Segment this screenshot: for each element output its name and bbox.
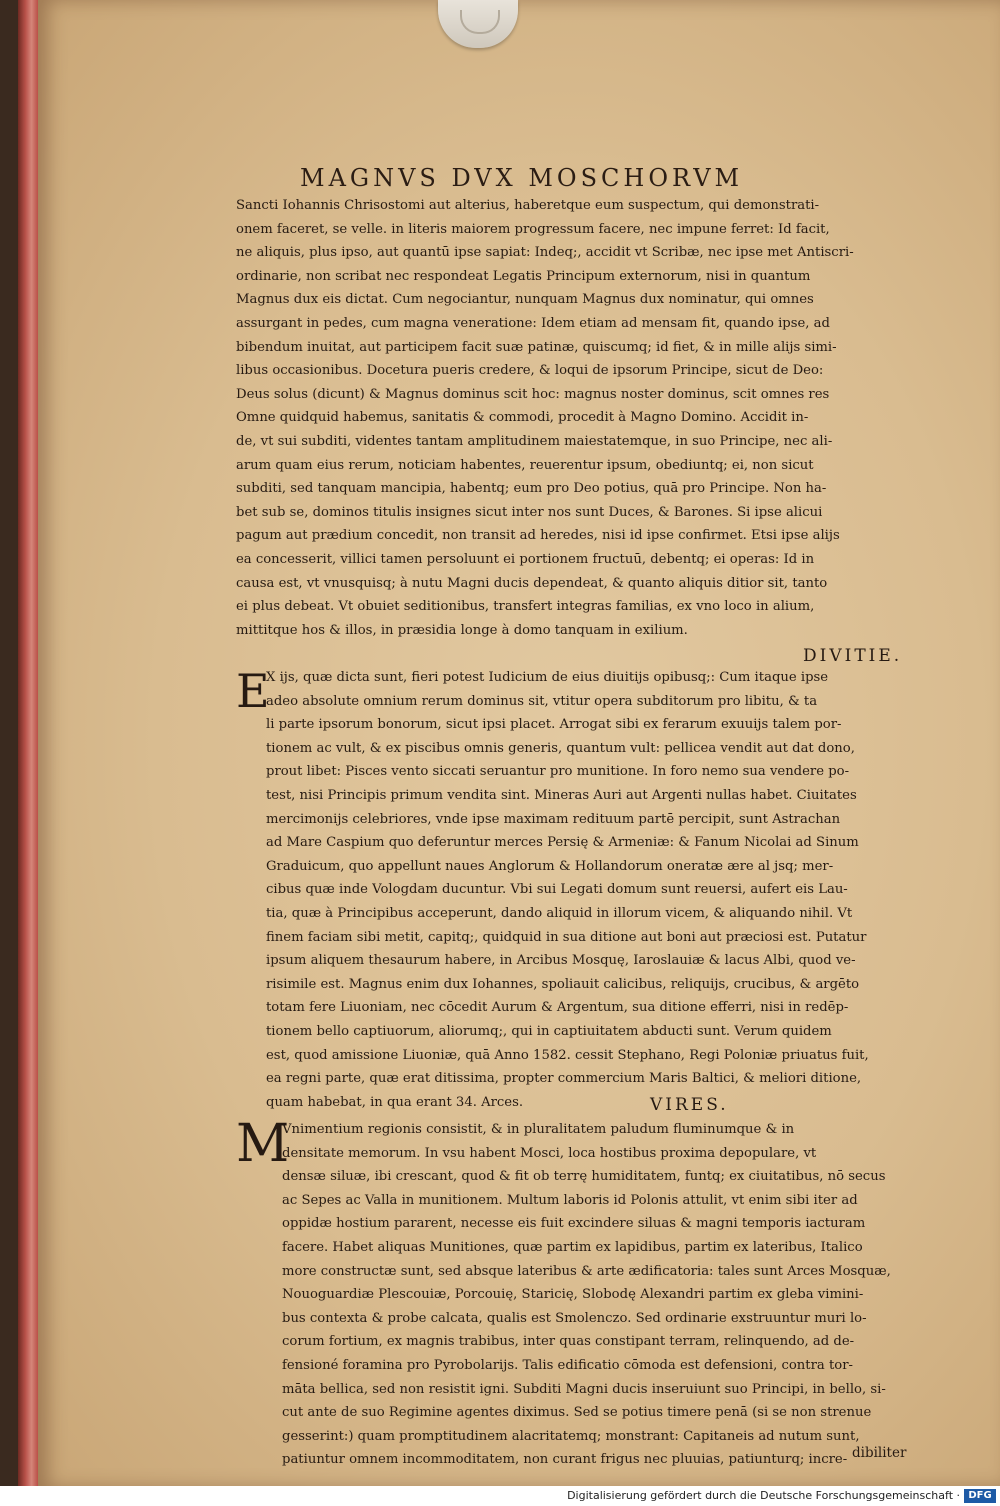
text-line: bibendum inuitat, aut participem facit suæ patinæ, quiscumq; id fiet, & in mille alijs simi- <box>236 339 837 355</box>
text-line: facere. Habet aliquas Munitiones, quæ partim ex lapidibus, partim ex lateribus, Italico <box>282 1239 863 1255</box>
text-line: prout libet: Pisces vento siccati seruantur pro munitione. In foro nemo sua vendere po- <box>266 764 850 780</box>
text-line: cut ante de suo Regimine agentes diximus. Sed se potius timere penā (si se non strenue <box>282 1405 872 1421</box>
text-block-1 <box>236 194 916 642</box>
text-line: ea concesserit, villici tamen persoluunt ei portionem fructuū, debentq; ei operas: Id in <box>236 551 815 567</box>
footer-bar <box>0 1486 1000 1506</box>
dfg-logo[interactable]: DFG <box>964 1489 996 1503</box>
catchword: dibiliter <box>852 1445 907 1461</box>
text-line: Magnus dux eis dictat. Cum negociantur, nunquam Magnus dux nominatur, qui omnes <box>236 292 814 308</box>
text-line: cibus quæ inde Vologdam ducuntur. Vbi sui Legati domum sunt reuersi, aufert eis Lau- <box>266 882 848 898</box>
text-line: patiuntur omnem incommoditatem, non curant frigus nec pluuias, patiunturq; incre- <box>282 1452 848 1468</box>
text-line: ipsum aliquem thesaurum habere, in Arcibus Mosquę, Iaroslauiæ & lacus Albi, quod ve- <box>266 953 856 969</box>
text-line: fensioné foramina pro Pyrobolarijs. Talis edificatio cōmoda est defensioni, contra tor- <box>282 1357 853 1373</box>
text-line: oppidæ hostium pararent, necesse eis fuit excindere siluas & magni temporis iacturam <box>282 1216 866 1232</box>
text-line: tia, quæ à Principibus acceperunt, dando aliquid in illorum vicem, & aliquando nihil. Vt <box>266 905 853 921</box>
text-line: Sancti Iohannis Chrisostomi aut alterius, haberetque eum suspectum, qui demonstrati- <box>236 198 820 213</box>
text-line: Deus solus (dicunt) & Magnus dominus scit hoc: magnus noster dominus, scit omnes res <box>236 386 830 402</box>
text-line: li parte ipsorum bonorum, sicut ipsi placet. Arrogat sibi ex ferarum exuuijs talem por- <box>266 717 842 733</box>
drop-initial-m: M <box>236 1114 290 1174</box>
text-line: totam fere Liuoniam, nec cōcedit Aurum & Argentum, sua ditione efferri, nisi in redēp- <box>266 1000 849 1016</box>
text-line: gesserint:) quam promptitudinem alacritatemq; monstrant: Capitaneis ad nutum sunt, <box>282 1428 860 1444</box>
text-block-3 <box>282 1118 916 1472</box>
text-line: est, quod amissione Liuoniæ, quā Anno 1582. cessit Stephano, Regi Poloniæ priuatus fuit, <box>266 1047 869 1063</box>
running-head: MAGNVS DVX MOSCHORVM <box>300 164 744 192</box>
text-line: de, vt sui subditi, videntes tantam amplitudinem maiestatemque, in suo Principe, nec ali- <box>236 433 833 449</box>
heading-divitiae: DIVITIE. <box>803 646 903 666</box>
text-line: ne aliquis, plus ipso, aut quantū ipse sapiat: Indeq;, accidit vt Scribæ, nec ipse met Antiscri- <box>236 245 854 261</box>
text-line: mittitque hos & illos, in præsidia longe à domo tanquam in exilium. <box>236 622 688 638</box>
text-line: subditi, sed tanquam mancipia, habentq; eum pro Deo potius, quā pro Principe. Non ha- <box>236 481 827 497</box>
text-line: māta bellica, sed non resistit igni. Subditi Magni ducis inseruiunt suo Principi, in bello, si- <box>282 1381 886 1397</box>
text-line: finem faciam sibi metit, capitq;, quidquid in sua ditione aut boni aut præciosi est. Putatur <box>266 929 867 945</box>
text-line: bet sub se, dominos titulis insignes sicut inter nos sunt Duces, & Barones. Si ipse alicui <box>236 504 823 520</box>
text-line: Omne quidquid habemus, sanitatis & commodi, procedit à Magno Domino. Accidit in- <box>236 410 809 426</box>
text-line: test, nisi Principis primum vendita sint. Mineras Auri aut Argenti nullas habet. Ciuitates <box>266 787 857 803</box>
text-line: risimile est. Magnus enim dux Iohannes, spoliauit calicibus, reliquijs, crucibus, & argēto <box>266 976 860 992</box>
footer-funding-text: Digitalisierung gefördert durch die Deutsche Forschungsgemeinschaft · <box>567 1489 960 1502</box>
text-line: corum fortium, ex magnis trabibus, inter quas constipant terram, relinquendo, ad de- <box>282 1334 855 1350</box>
text-line: tionem bello captiuorum, aliorumq;, qui in captiuitatem abducti sunt. Verum quidem <box>266 1023 832 1039</box>
text-line: more constructæ sunt, sed absque lateribus & arte ædificatoria: tales sunt Arces Mosquæ, <box>282 1263 891 1279</box>
text-line: quam habebat, in qua erant 34. Arces. <box>266 1094 524 1110</box>
text-line: densæ siluæ, ibi crescant, quod & fit ob terrę humiditatem, funtq; ex ciuitatibus, nō secus <box>282 1169 886 1185</box>
drop-initial-e: E <box>236 664 270 718</box>
text-line: arum quam eius rerum, noticiam habentes, reuerentur ipsum, obediuntq; ei, non sicut <box>236 457 814 473</box>
text-line: bus contexta & probe calcata, qualis est Smolenczo. Sed ordinarie exstruuntur muri lo- <box>282 1310 867 1326</box>
text-line: densitate memorum. In vsu habent Mosci, loca hostibus proxima depopulare, vt <box>282 1145 817 1161</box>
text-line: libus occasionibus. Docetura pueris credere, & loqui de ipsorum Principe, sicut de Deo: <box>236 363 824 379</box>
text-line: causa est, vt vnusquisq; à nutu Magni ducis dependeat, & quanto aliquis ditior sit, tanto <box>236 575 828 591</box>
text-line: pagum aut prædium concedit, non transit ad heredes, nisi id ipse confirmet. Etsi ipse alijs <box>236 528 840 544</box>
text-line: ea regni parte, quæ erat ditissima, propter commercium Maris Baltici, & meliori ditione, <box>266 1071 862 1087</box>
text-line: Vnimentium regionis consistit, & in pluralitatem paludum fluminumque & in <box>282 1122 795 1137</box>
text-line: ad Mare Caspium quo deferuntur merces Persię & Armeniæ: & Fanum Nicolai ad Sinum <box>266 835 859 851</box>
text-line: mercimonijs celebriores, vnde ipse maximam redituum partē percipit, sunt Astrachan <box>266 811 841 827</box>
text-line: X ijs, quæ dicta sunt, fieri potest Iudicium de eius diuitijs opibusq;: Cum itaque ipse <box>266 670 829 685</box>
heading-vires: VIRES. <box>650 1095 729 1115</box>
text-block-2 <box>266 666 916 1114</box>
text-line: Nouoguardiæ Plescouiæ, Porcouię, Staricię, Slobodę Alexandri partim ex gleba vimini- <box>282 1287 864 1303</box>
text-line: ordinarie, non scribat nec respondeat Legatis Principum externorum, nisi in quantum <box>236 268 811 284</box>
text-line: ei plus debeat. Vt obuiet seditionibus, transfert integras familias, ex vno loco in alium, <box>236 599 815 615</box>
text-line: Graduicum, quo appellunt naues Anglorum & Hollandorum oneratæ ære al jsq; mer- <box>266 858 834 874</box>
text-line: tionem ac vult, & ex piscibus omnis generis, quantum vult: pellicea vendit aut dat dono, <box>266 740 855 756</box>
text-line: ac Sepes ac Valla in munitionem. Multum laboris id Polonis attulit, vt enim sibi iter ad <box>282 1192 858 1208</box>
text-line: assurgant in pedes, cum magna veneratione: Idem etiam ad mensam fit, quando ipse, ad <box>236 315 830 331</box>
text-line: onem faceret, se velle. in literis maiorem progressum facere, nec impune ferret: Id facit, <box>236 221 830 237</box>
text-line: adeo absolute omnium rerum dominus sit, vtitur opera subditorum pro libitu, & ta <box>266 693 818 709</box>
